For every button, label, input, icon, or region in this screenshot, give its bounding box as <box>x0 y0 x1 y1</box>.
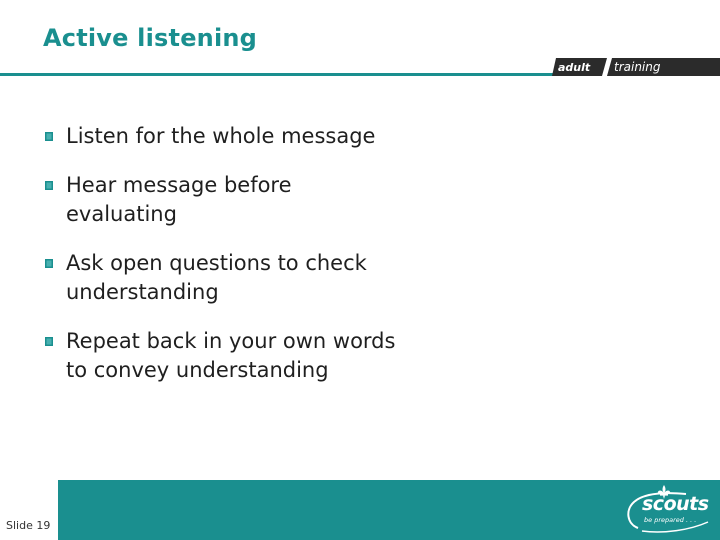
slide-number: Slide 19 <box>6 519 51 532</box>
bullet-item <box>42 249 462 307</box>
bullet-line: understanding <box>66 280 219 304</box>
square-bullet-icon <box>45 259 53 268</box>
square-bullet-icon <box>45 181 53 190</box>
bullet-line: Ask open questions to check <box>66 251 367 275</box>
footer-bar <box>58 480 720 540</box>
logo-tagline: be prepared . . . <box>644 516 697 524</box>
bullet-line: evaluating <box>66 202 177 226</box>
tag-adult: adult <box>558 61 591 74</box>
adult-training-tag <box>552 55 720 77</box>
bullet-line: Repeat back in your own words <box>66 329 396 353</box>
slide-title: Active listening <box>43 24 258 52</box>
tag-training: training <box>614 60 661 74</box>
bullet-item <box>42 171 462 229</box>
bullet-line: to convey understanding <box>66 358 329 382</box>
bullet-line: Listen for the whole message <box>66 124 376 148</box>
square-bullet-icon <box>45 337 53 346</box>
scouts-logo <box>624 484 712 536</box>
logo-wordmark: scouts <box>642 493 709 515</box>
bullet-item <box>42 327 462 385</box>
bullet-list <box>42 122 462 405</box>
bullet-item <box>42 122 462 151</box>
bullet-line: Hear message before <box>66 173 292 197</box>
adult-training-tag-shape <box>552 55 720 77</box>
square-bullet-icon <box>45 132 53 141</box>
